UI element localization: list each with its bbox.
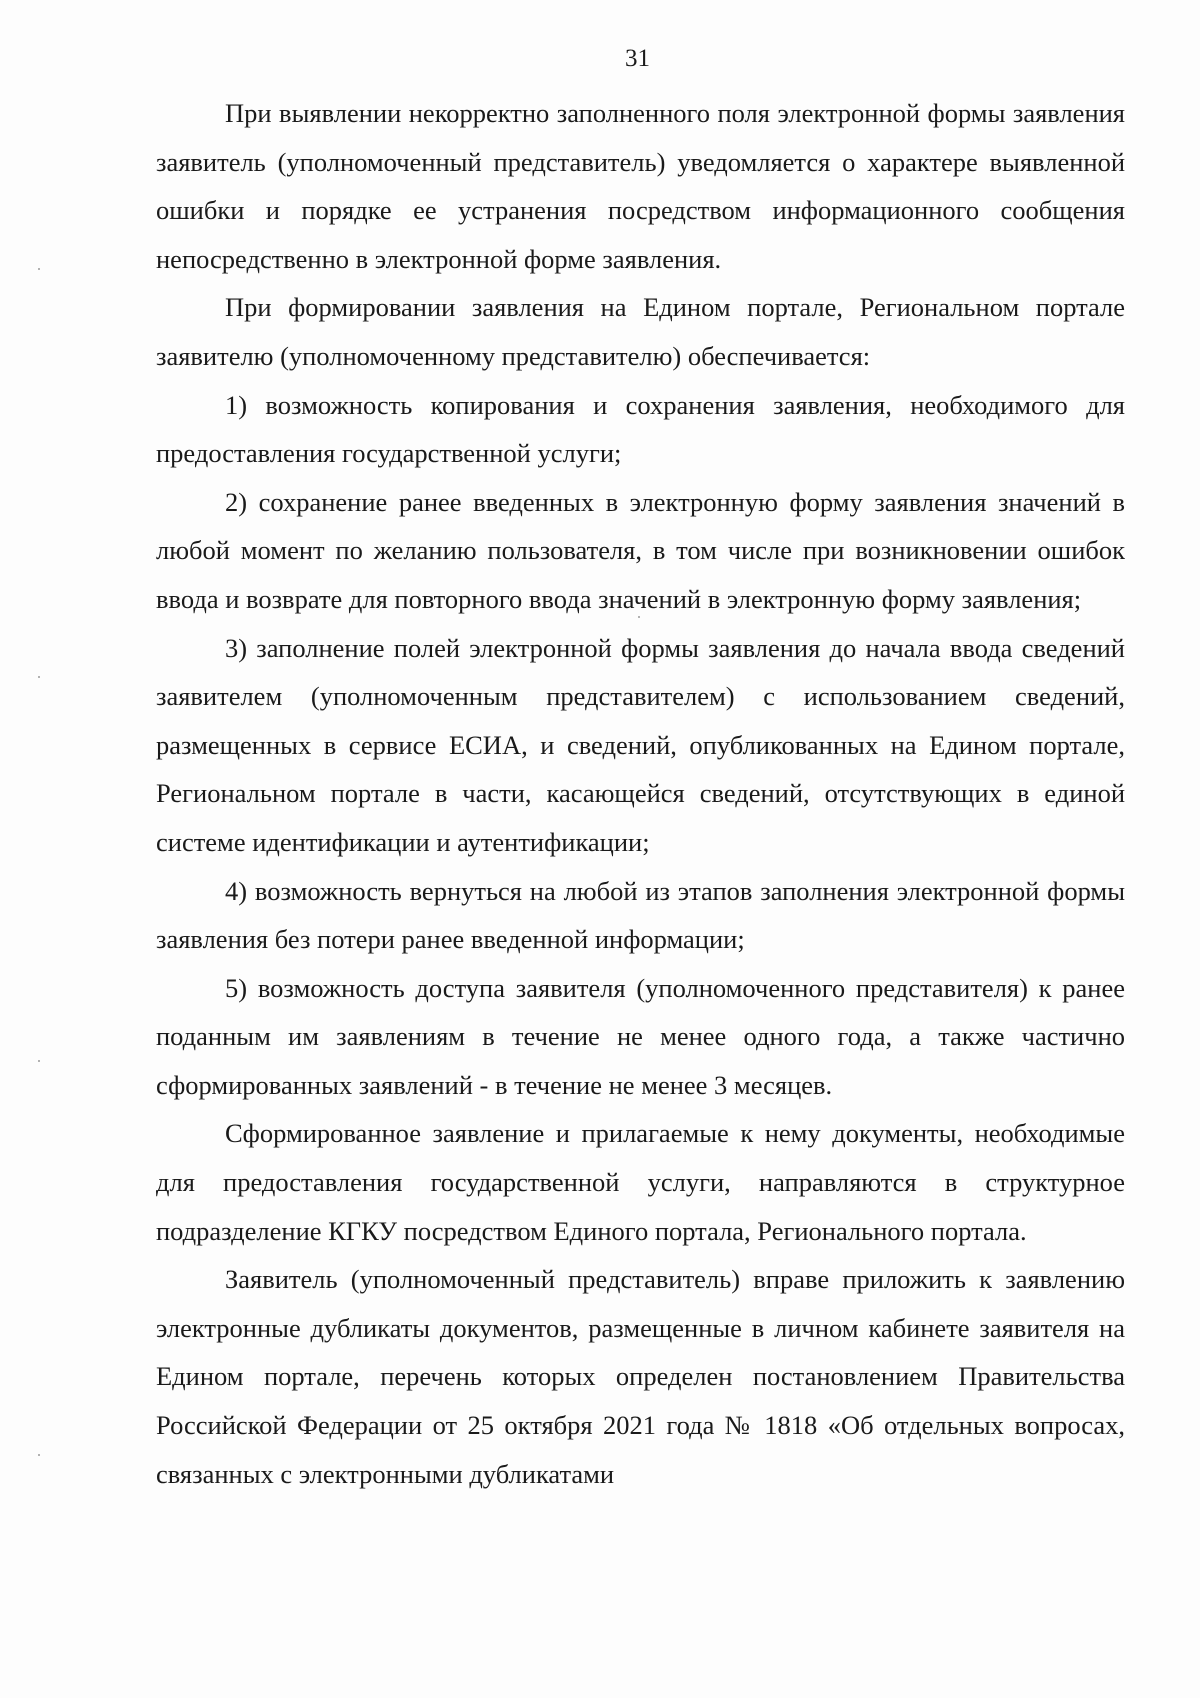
list-item-1: 1) возможность копирования и сохранения заявления, необходимого для предоставления государственной услуги; (156, 389, 1125, 469)
page-number: 31 (625, 45, 650, 72)
scan-artifact (38, 1454, 40, 1456)
list-item-3: 3) заполнение полей электронной формы заявления до начала ввода сведений заявителем (уполномоченным представителем) с использованием сведений, размещенных в сервисе ЕСИА, и сведений, опубликованных на Едином портале, Региональном портале в части, касающейся сведений, отсутствующих в единой системе идентификации и аутентификации; (156, 632, 1125, 857)
scan-artifact (38, 268, 40, 270)
document-body (156, 89, 1125, 1498)
paragraph-submission: Сформированное заявление и прилагаемые к нему документы, необходимые для предоставления государственной услуги, направляются в структурное подразделение КГКУ посредством Единого портала, Регионального портала. (156, 1118, 1125, 1246)
scan-artifact (638, 616, 640, 618)
paragraph-duplicates: Заявитель (уполномоченный представитель) вправе приложить к заявлению электронные дубликаты документов, размещенные в личном кабинете заявителя на Едином портале, перечень которых определен постановлением Правительства Российской Федерации от 25 октября 2021 года № 1818 «Об отдельных вопросах, связанных с электронными дубликатами (156, 1264, 1125, 1489)
list-item-5: 5) возможность доступа заявителя (уполномоченного представителя) к ранее поданным им заявлениям в течение не менее одного года, а также частично сформированных заявлений - в течение не менее 3 месяцев. (156, 972, 1125, 1100)
list-item-2: 2) сохранение ранее введенных в электронную форму заявления значений в любой момент по желанию пользователя, в том числе при возникновении ошибок ввода и возврате для повторного ввода значений в электронную форму заявления; (156, 486, 1125, 614)
paragraph-error-notification: При выявлении некорректно заполненного поля электронной формы заявления заявитель (уполномоченный представитель) уведомляется о характере выявленной ошибки и порядке ее устранения посредством информационного сообщения непосредственно в электронной форме заявления. (156, 98, 1125, 274)
paragraph-portal-provisions: При формировании заявления на Едином портале, Региональном портале заявителю (уполномоченному представителю) обеспечивается: (156, 292, 1125, 371)
list-item-4: 4) возможность вернуться на любой из этапов заполнения электронной формы заявления без потери ранее введенной информации; (156, 875, 1125, 955)
scan-artifact (38, 676, 40, 678)
scan-artifact (38, 1060, 40, 1062)
